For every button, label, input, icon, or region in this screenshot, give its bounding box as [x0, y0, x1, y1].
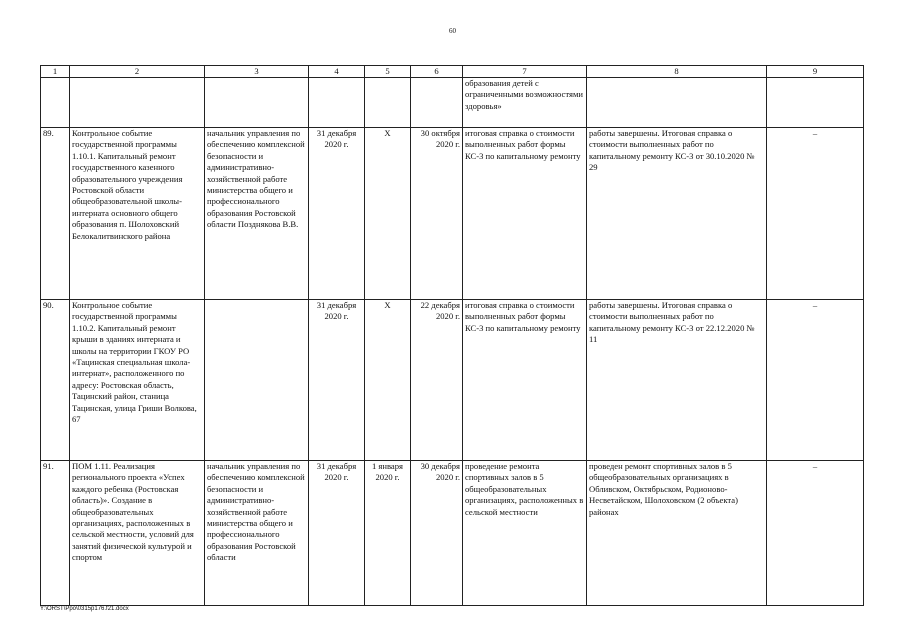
actual-result: работы завершены. Итоговая справка о стоимости выполненных работ по капитальному ремонту КС-3 от 30.10.2020 № 29	[587, 128, 767, 300]
planned-result: итоговая справка о стоимости выполненных работ формы КС-3 по капитальному ремонту	[463, 128, 587, 300]
actual-result: работы завершены. Итоговая справка о стоимости выполненных работ по капитальному ремонту КС-3 от 22.12.2020 № 11	[587, 300, 767, 461]
column-number: 5	[365, 66, 411, 78]
table-row	[41, 461, 864, 606]
table-row	[41, 300, 864, 461]
responsible-person: начальник управления по обеспечению комплексной безопасности и административно-хозяйственной работе министерства общего и профессионального образования Ростовской области Позднякова В.В.	[205, 128, 309, 300]
event-name: Контрольное событие государственной программы 1.10.1. Капитальный ремонт государственного казенного образовательного учреждения Ростовской области общеобразовательной школы-интерната основного общего образования п. Шолоховский Белокалитвинского района	[70, 128, 205, 300]
start-date: X	[365, 128, 411, 300]
planned-result: итоговая справка о стоимости выполненных работ формы КС-3 по капитальному ремонту	[463, 300, 587, 461]
column-number: 9	[767, 66, 864, 78]
fact-date: 30 октября 2020 г.	[411, 128, 463, 300]
event-name: ПОМ 1.11. Реализация регионального проекта «Успех каждого ребенка (Ростовская область)». Создание в общеобразовательных организациях, расположенных в сельской местности, условий для занятий физической культурой и спортом	[70, 461, 205, 606]
column-number: 7	[463, 66, 587, 78]
page-number: 60	[449, 27, 456, 35]
plan-date: 31 декабря 2020 г.	[309, 128, 365, 300]
responsible-person: начальник управления по обеспечению комплексной безопасности и административно-хозяйственной работе министерства общего и профессионального образования Ростовской области	[205, 461, 309, 606]
fact-date: 22 декабря 2020 г.	[411, 300, 463, 461]
event-name: Контрольное событие государственной программы 1.10.2. Капитальный ремонт крыши в зданиях интерната и школы на территории ГКОУ РО «Тацинская специальная школа-интернат», расположенного по адресу: Ростовская область, Тацинский район, станица Тацинская, улица Гриши Волкова, 67	[70, 300, 205, 461]
note: –	[767, 128, 864, 300]
table-row	[41, 128, 864, 300]
actual-result: проведен ремонт спортивных залов в 5 общеобразовательных организациях в Обливском, Октябрьском, Родионово-Несветайском, Шолоховском (2 объекта) районах	[587, 461, 767, 606]
column-number: 6	[411, 66, 463, 78]
row-number: 90.	[41, 300, 70, 461]
note: –	[767, 461, 864, 606]
column-number: 2	[70, 66, 205, 78]
report-table	[40, 65, 864, 606]
start-date: X	[365, 300, 411, 461]
row-number: 91.	[41, 461, 70, 606]
column-number-row	[41, 66, 864, 78]
continuation-row	[41, 78, 864, 128]
continued-result-text: образования детей с ограниченными возможностями здоровья»	[463, 78, 587, 128]
fact-date: 30 декабря 2020 г.	[411, 461, 463, 606]
column-number: 3	[205, 66, 309, 78]
column-number: 8	[587, 66, 767, 78]
column-number: 4	[309, 66, 365, 78]
note: –	[767, 300, 864, 461]
planned-result: проведение ремонта спортивных залов в 5 общеобразовательных организациях, расположенных в сельской местности	[463, 461, 587, 606]
plan-date: 31 декабря 2020 г.	[309, 461, 365, 606]
start-date: 1 января 2020 г.	[365, 461, 411, 606]
plan-date: 31 декабря 2020 г.	[309, 300, 365, 461]
footer-file-path: Y:\ORST\Ppo\0315p176.f21.docx	[40, 606, 129, 612]
responsible-person	[205, 300, 309, 461]
row-number: 89.	[41, 128, 70, 300]
column-number: 1	[41, 66, 70, 78]
